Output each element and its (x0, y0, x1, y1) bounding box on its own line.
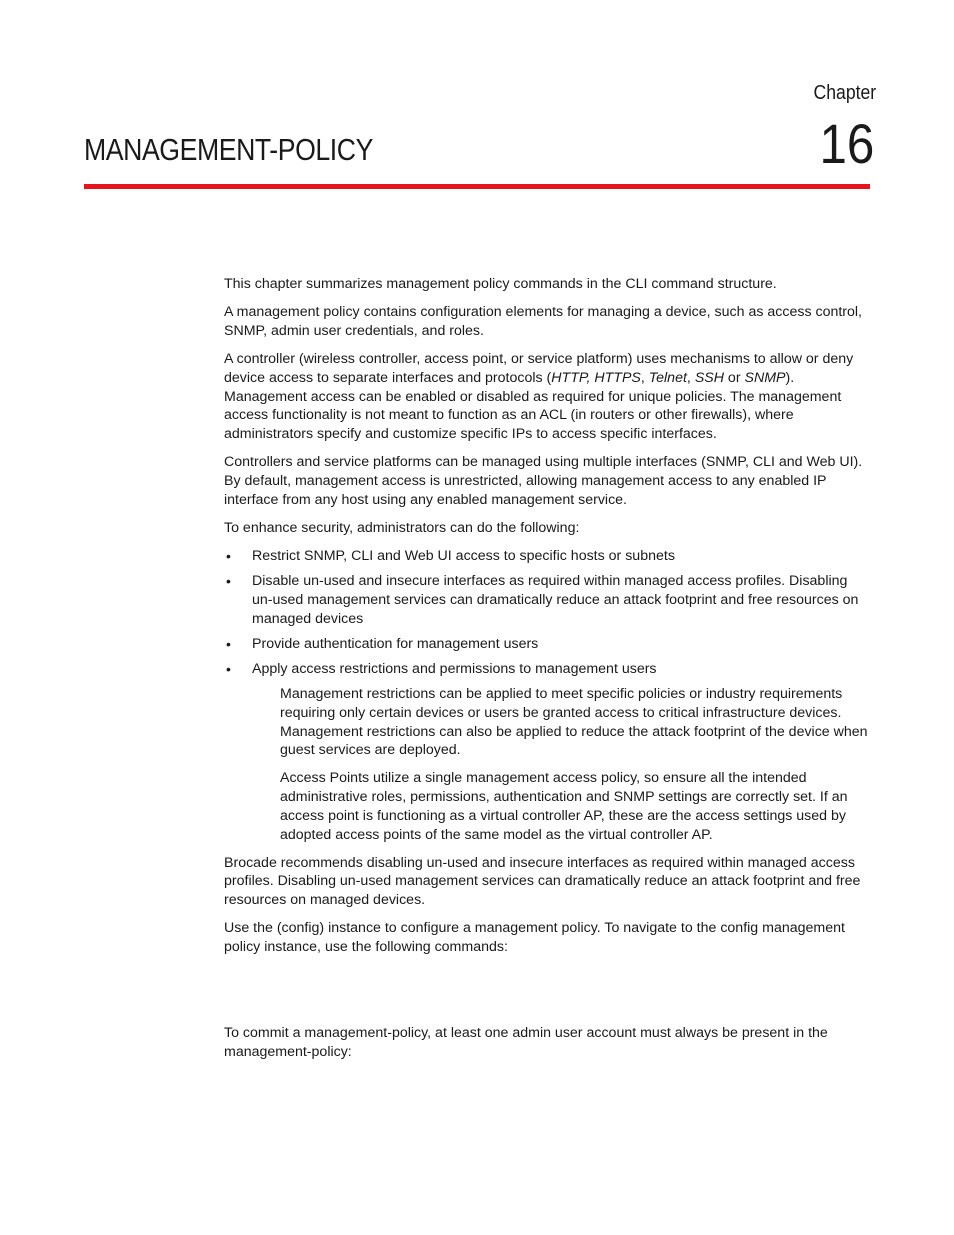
protocol-telnet: Telnet (648, 369, 687, 386)
protocol-snmp: SNMP (744, 369, 786, 386)
interfaces-paragraph: Controllers and service platforms can be managed using multiple interfaces (SNMP, CLI and Web UI). By default, management access is unrestricted, allowing management access to any enabled IP interface from any host using any enabled management service. (224, 454, 863, 508)
chapter-label: Chapter (813, 82, 876, 104)
security-intro-paragraph: To enhance security, administrators can do the following: (224, 519, 580, 536)
bullet-icon: • (226, 660, 231, 677)
list-item: • Restrict SNMP, CLI and Web UI access to specific hosts or subnets (226, 547, 675, 564)
bullet-icon: • (226, 547, 231, 564)
title-rule (84, 184, 870, 189)
chapter-number: 16 (819, 112, 874, 175)
commit-paragraph: To commit a management-policy, at least one admin user account must always be present in the management-policy: (224, 1025, 828, 1060)
navigation-paragraph: Use the (config) instance to configure a management policy. To navigate to the config management policy instance, use the following commands: (224, 920, 845, 956)
list-item: • Disable un-used and insecure interfaces as required within managed access profiles. Disabling un-used management services can dramatically reduce an attack footprint and free resources on managed devices (226, 573, 859, 627)
access-points-note: Access Points utilize a single management access policy, so ensure all the intended administrative roles, permissions, authentication and SNMP settings are correctly set. If an access point is functioning as a virtual controller AP, these are the access settings used by adopted access points of the same model as the virtual controller AP. (280, 770, 848, 843)
restrictions-note: Management restrictions can be applied to meet specific policies or industry requirements requiring only certain devices or users be granted access to critical infrastructure devices. Management restrictions can also be applied to reduce the attack footprint of the device when guest services are deployed. (280, 686, 868, 759)
main-content (224, 275, 870, 1071)
command-block-spacer (224, 966, 870, 1024)
list-item: • Apply access restrictions and permissions to management users (226, 660, 657, 677)
bullet-icon: • (226, 573, 231, 590)
list-item: • Provide authentication for management users (226, 635, 539, 652)
policy-definition-paragraph: A management policy contains configuration elements for managing a device, such as access control, SNMP, admin user credentials, and roles. (224, 304, 863, 339)
protocol-http: HTTP, HTTPS (551, 369, 641, 386)
bullet-icon: • (226, 635, 231, 652)
controller-access-paragraph: A controller (wireless controller, access point, or service platform) uses mechanisms to allow or deny device access to separate interfaces and protocols (HTTP, HTTPS, Telnet, SSH or SNMP). Management access can be enabled or disabled as required for unique policies. The management access functionality is not meant to function as an ACL (in routers or other firewalls), where administrators specify and customize specific IPs to access specific interfaces. (224, 351, 854, 442)
protocol-ssh: SSH (694, 369, 724, 386)
page-title: MANAGEMENT-POLICY (84, 132, 373, 167)
recommendation-paragraph: Brocade recommends disabling un-used and insecure interfaces as required within managed access profiles. Disabling un-used management services can dramatically reduce an attack footprint and free resources on managed devices. (224, 854, 861, 909)
security-bullet-list (224, 547, 870, 679)
intro-paragraph: This chapter summarizes management policy commands in the CLI command structure. (224, 276, 777, 292)
